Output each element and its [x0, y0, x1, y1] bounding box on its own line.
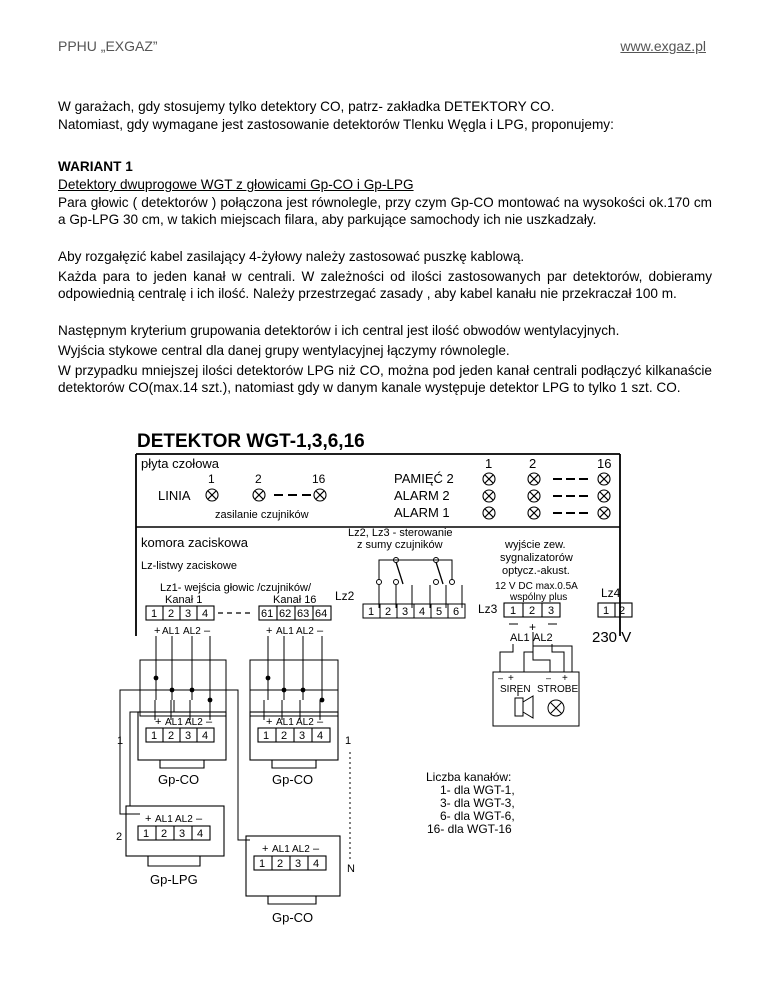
pin: 3: [179, 828, 186, 840]
lz2-label: Lz2: [335, 589, 355, 603]
plus-sign: +: [508, 673, 514, 684]
minus-sign: –: [204, 625, 211, 637]
paragraph-5: Wyjścia stykowe central dla danej grupy wentylacyjnej łączymy równolegle.: [58, 343, 510, 358]
gp-lpg-label: Gp-LPG: [150, 872, 198, 887]
ext-output-1: wyjście zew.: [505, 539, 566, 551]
linia-num-16: 16: [312, 472, 326, 486]
al2-label: AL2: [296, 717, 314, 728]
minus-sign: –: [317, 716, 324, 728]
al1-label: AL1: [162, 626, 180, 637]
paragraph-2: Aby rozgałęzić kabel zasilający 4-żyłowy należy zastosować puszkę kablową.: [58, 249, 525, 264]
website-link[interactable]: www.exgaz.pl: [620, 38, 706, 54]
pin: 1: [151, 608, 158, 620]
gp-co-label: Gp-CO: [158, 772, 200, 787]
siren-label: SIREN: [500, 684, 531, 695]
channels-item: 6- dla WGT-6,: [440, 809, 515, 823]
column-2: 2: [529, 456, 537, 471]
intro-line-2: Natomiast, gdy wymagane jest zastosowanie detektorów Tlenku Węgla i LPG, proponujemy:: [58, 117, 614, 132]
control-label-1: Lz2, Lz3 - sterowanie: [348, 527, 453, 539]
pin: 2: [277, 858, 284, 870]
minus-sign: –: [196, 813, 203, 825]
pin: 2: [168, 730, 175, 742]
power-label: zasilanie czujników: [215, 509, 309, 521]
alarm1-label: ALARM 1: [394, 505, 450, 520]
pin: 3: [185, 608, 192, 620]
al2-label: AL2: [183, 626, 201, 637]
minus-sign: –: [206, 716, 213, 728]
paragraph-6: W przypadku mniejszej ilości detektorów LPG niż CO, można pod jeden kanał centrali podłączyć kilkanaście detektorów CO(max.14 szt.), natomiast gdy w danym kanale występuje detektor LPG to tylko 1 szt. CO.: [58, 363, 712, 396]
minus-sign: –: [317, 625, 324, 637]
linia-num-2: 2: [255, 472, 262, 486]
lamp-icon: [528, 490, 540, 502]
pin: 2: [619, 605, 626, 617]
minus-sign: –: [546, 673, 552, 683]
channels-item: 1- dla WGT-1,: [440, 783, 515, 797]
gp-co-label: Gp-CO: [272, 772, 314, 787]
column-16: 16: [597, 456, 612, 471]
pin: 5: [436, 606, 443, 618]
al1-label: AL1: [165, 717, 183, 728]
pin: 4: [313, 858, 320, 870]
pin: 1: [259, 858, 266, 870]
al2-label: AL2: [296, 626, 314, 637]
channels-item: 16- dla WGT-16: [427, 822, 512, 836]
voltage-label: 230 V: [592, 629, 632, 646]
lz3-label: Lz3: [478, 602, 498, 616]
pin: 62: [279, 608, 292, 620]
ext-output-2: sygnalizatorów: [500, 552, 573, 564]
channel-1-label: Kanał 1: [165, 594, 203, 606]
lamp-icon: [598, 473, 610, 485]
al1-label: AL1: [276, 626, 294, 637]
lz4-label: Lz4: [601, 586, 621, 600]
linia-lamp-icon: [314, 489, 326, 501]
pin: 4: [202, 730, 209, 742]
lamp-icon: [483, 507, 495, 519]
pin: 3: [402, 606, 409, 618]
company-name: PPHU „EXGAZ”: [58, 38, 158, 54]
pin: 1: [151, 730, 158, 742]
channels-title: Liczba kanałów:: [426, 770, 512, 784]
memory-label: PAMIĘĆ 2: [394, 471, 454, 486]
junction-box: [140, 660, 226, 716]
terminal-chamber-label: komora zaciskowa: [141, 535, 248, 550]
pin: 2: [168, 608, 175, 620]
pin: 1: [603, 605, 610, 617]
linia-num-1: 1: [208, 472, 215, 486]
pin: 1: [143, 828, 150, 840]
al1-label: AL1: [276, 717, 294, 728]
plus-sign: +: [562, 673, 568, 684]
minus-sign: –: [498, 673, 504, 683]
pin: 63: [297, 608, 310, 620]
variant-subtitle: Detektory dwuprogowe WGT z głowicami Gp-CO i Gp-LPG: [58, 177, 414, 192]
minus-sign: –: [313, 843, 320, 855]
ext-output-3: optycz.-akust.: [502, 565, 570, 577]
pin: 2: [161, 828, 168, 840]
lamp-icon: [528, 507, 540, 519]
linia-lamp-icon: [253, 489, 265, 501]
linia-lamp-icon: [206, 489, 218, 501]
pin: 4: [419, 606, 426, 618]
head-number: N: [347, 863, 355, 875]
pin: 4: [197, 828, 204, 840]
pin: 3: [295, 858, 302, 870]
lamp-icon: [528, 473, 540, 485]
ext-output-5: wspólny plus: [510, 592, 568, 603]
paragraph-4: Następnym kryterium grupowania detektorów i ich central jest ilość obwodów wentylacyjnych.: [58, 323, 620, 338]
al1-label: AL1: [155, 814, 173, 825]
al1-label: AL1: [510, 632, 530, 644]
pin: 64: [315, 608, 328, 620]
plus-sign: +: [529, 620, 537, 634]
plus-sign: +: [154, 625, 161, 637]
pin: 4: [317, 730, 324, 742]
plus-sign: +: [266, 716, 273, 728]
pin: 4: [202, 608, 209, 620]
pin: 6: [453, 606, 460, 618]
paragraph-1: Para głowic ( detektorów ) połączona jest równolegle, przy czym Gp-CO montować na wysokości ok.170 cm a Gp-LPG 30 cm, w takich miejscach filara, aby parkujące samochody ich nie uszkadzały.: [58, 195, 712, 228]
strips-label: Lz-listwy zaciskowe: [141, 560, 237, 572]
pin: 1: [510, 605, 517, 617]
lamp-icon: [598, 507, 610, 519]
diagram-title: DETEKTOR WGT-1,3,6,16: [137, 431, 365, 452]
gp-co-label: Gp-CO: [272, 910, 314, 925]
intro-line-1: W garażach, gdy stosujemy tylko detektory CO, patrz- zakładka DETEKTORY CO.: [58, 99, 555, 114]
lz1-label: Lz1- wejścia głowic /czujników/: [160, 582, 311, 594]
pin: 3: [299, 730, 306, 742]
pin: 61: [261, 608, 274, 620]
junction-box: [250, 660, 338, 716]
al2-label: AL2: [292, 844, 310, 855]
head-number: 1: [117, 735, 124, 747]
lamp-icon: [598, 490, 610, 502]
pin: 1: [368, 606, 375, 618]
pin: 2: [281, 730, 288, 742]
paragraph-3: Każda para to jeden kanał w centrali. W zależności od ilości zastosowanych par detektorów, dobieramy odpowiednią centralę i ich ilość. Należy przestrzegać zasady , aby kabel kanału nie przekraczał 100 m.: [58, 269, 712, 302]
al2-label: AL2: [533, 632, 553, 644]
alarm2-label: ALARM 2: [394, 488, 450, 503]
al2-label: AL2: [175, 814, 193, 825]
column-1: 1: [485, 456, 493, 471]
al1-label: AL1: [272, 844, 290, 855]
channel-16-label: Kanał 16: [273, 594, 317, 606]
al2-label: AL2: [185, 717, 203, 728]
plus-sign: +: [262, 843, 269, 855]
front-panel-label: płyta czołowa: [141, 456, 220, 471]
control-label-2: z sumy czujników: [357, 539, 443, 551]
head-number: 1: [345, 735, 352, 747]
pin: 2: [529, 605, 536, 617]
plus-sign: +: [155, 716, 162, 728]
head-number: 2: [116, 831, 123, 843]
pin: 1: [263, 730, 270, 742]
lamp-icon: [483, 490, 495, 502]
pin: 3: [548, 605, 555, 617]
channels-item: 3- dla WGT-3,: [440, 796, 515, 810]
plus-sign: +: [266, 625, 273, 637]
variant-title: WARIANT 1: [58, 159, 133, 174]
linia-label: LINIA: [158, 488, 191, 503]
pin: 3: [185, 730, 192, 742]
pin: 2: [385, 606, 392, 618]
plus-sign: +: [145, 813, 152, 825]
strobe-label: STROBE: [537, 684, 579, 695]
lamp-icon: [483, 473, 495, 485]
ext-output-4: 12 V DC max.0.5A: [495, 581, 578, 592]
